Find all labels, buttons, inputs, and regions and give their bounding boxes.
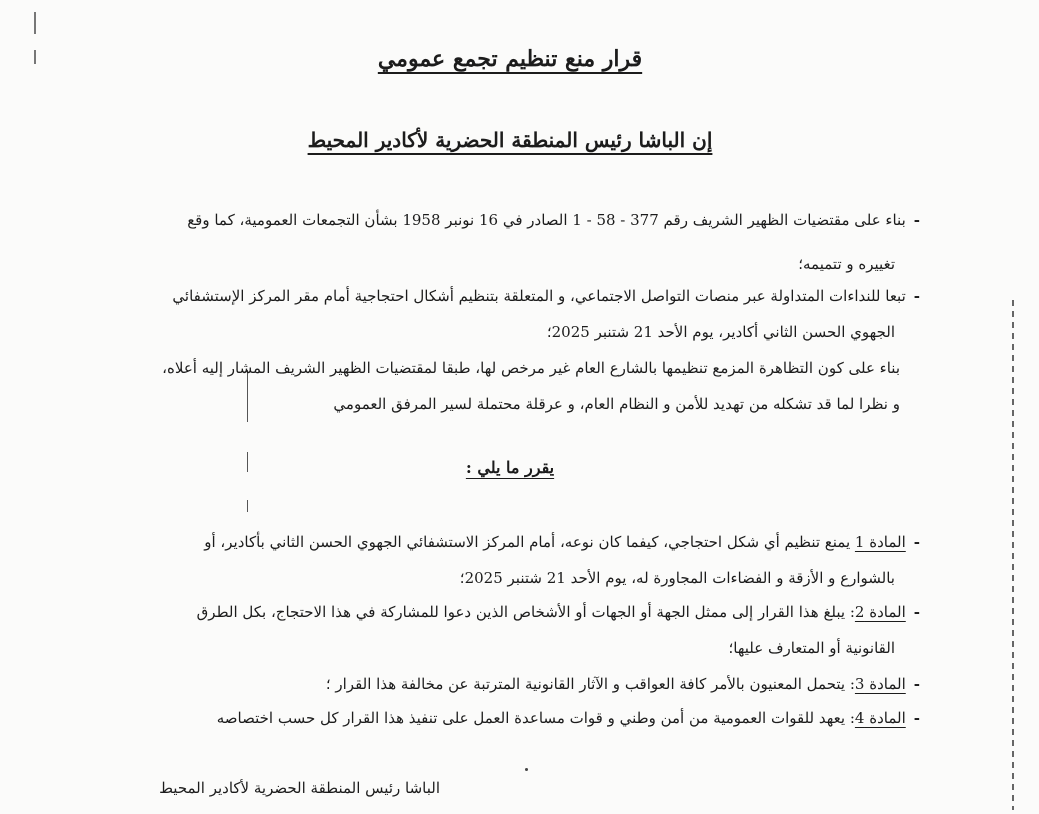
- scan-artifact-line: [34, 12, 36, 34]
- article-line: -المادة 2: يبلغ هذا القرار إلى ممثل الجهة أو الجهات أو الأشخاص الذين دعوا للمشاركة في هذا الاحتجاج، بكل الطرق: [120, 600, 920, 624]
- article-line: القانونية أو المتعارف عليها؛: [728, 639, 895, 657]
- article-label: المادة 2: [854, 603, 906, 621]
- article-line: -المادة 1 يمنع تنظيم أي شكل احتجاجي، كيفما كان نوعه، أمام المركز الاستشفائي الجهوي الحسن الثاني بأكادير، أو: [120, 530, 920, 554]
- scan-artifact-line: [247, 500, 248, 512]
- document-title: قرار منع تنظيم تجمع عمومي: [377, 46, 643, 72]
- bullet-mark: -: [913, 211, 920, 229]
- preamble-line: و نظرا لما قد تشكله من تهديد للأمن و النظام العام، و عرقلة محتملة لسير المرفق العمومي: [333, 395, 900, 413]
- scan-artifact-dashed-edge: [1012, 300, 1014, 810]
- article-label: المادة 3: [854, 675, 906, 693]
- scan-artifact-line: [247, 452, 248, 472]
- bullet-mark: -: [913, 709, 920, 727]
- bullet-mark: -: [913, 603, 920, 621]
- preamble-line: -بناء على مقتضيات الظهير الشريف رقم 377 - 58 - 1 الصادر في 16 نونبر 1958 بشأن التجمعات العمومية، كما وقع: [120, 208, 920, 232]
- bullet-mark: -: [913, 287, 920, 305]
- preamble-line: الجهوي الحسن الثاني أكادير، يوم الأحد 21 شتنبر 2025؛: [546, 323, 895, 341]
- bullet-mark: -: [913, 675, 920, 693]
- article-line: -المادة 3: يتحمل المعنيون بالأمر كافة العواقب و الآثار القانونية المترتبة عن مخالفة هذا القرار ؛: [230, 672, 920, 696]
- signature-block: الباشا رئيس المنطقة الحضرية لأكادير المحيط: [159, 779, 440, 797]
- preamble-line: تغييره و تتميمه؛: [798, 255, 895, 273]
- document-issuer: إن الباشا رئيس المنطقة الحضرية لأكادير المحيط: [307, 128, 713, 152]
- decision-heading: يقرر ما يلي :: [465, 458, 555, 477]
- article-line: -المادة 4: يعهد للقوات العمومية من أمن وطني و قوات مساعدة العمل على تنفيذ هذا القرار كل حسب اختصاصه: [160, 706, 920, 730]
- article-line: بالشوارع و الأزقة و الفضاءات المجاورة له، يوم الأحد 21 شتنبر 2025؛: [459, 569, 895, 587]
- preamble-line: بناء على كون التظاهرة المزمع تنظيمها بالشارع العام غير مرخص لها، طبقا لمقتضيات الظهير الشريف المشار إليه أعلاه،: [162, 359, 900, 377]
- scan-artifact-dot: [525, 768, 528, 771]
- article-label: المادة 1: [854, 533, 906, 551]
- bullet-mark: -: [913, 533, 920, 551]
- article-label: المادة 4: [854, 709, 906, 727]
- scan-artifact-line: [34, 50, 36, 64]
- preamble-line: -تبعا للنداءات المتداولة عبر منصات التواصل الاجتماعي، و المتعلقة بتنظيم أشكال احتجاجية أمام مقر المركز الإستشفائي: [120, 284, 920, 308]
